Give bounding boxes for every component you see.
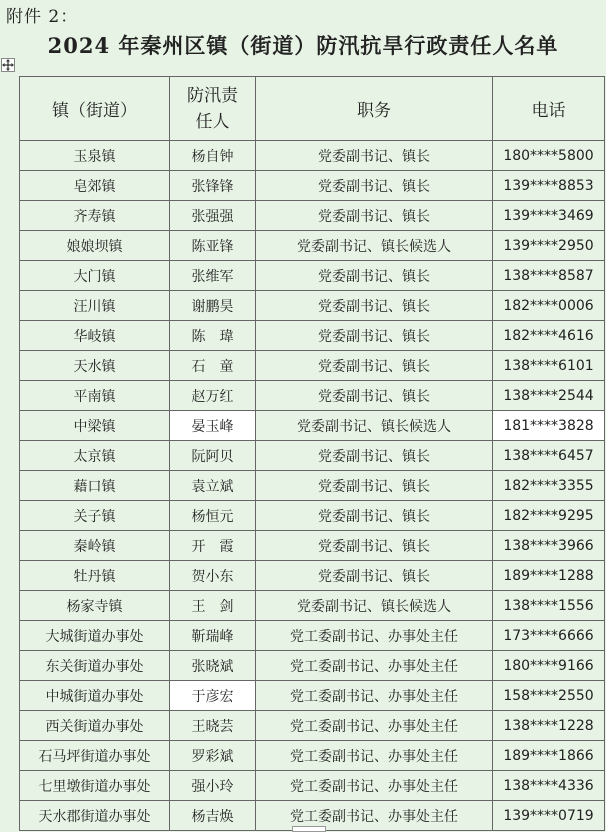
cell-town: 皂郊镇 [20, 171, 170, 201]
move-arrows-icon [2, 59, 14, 71]
table-row [20, 531, 605, 561]
cell-person: 王晓芸 [170, 711, 256, 741]
cell-person: 杨恒元 [170, 501, 256, 531]
table-row [20, 471, 605, 501]
cell-person: 于彦宏 [170, 681, 256, 711]
cell-phone: 139****0719 [493, 801, 605, 831]
cell-person: 张维军 [170, 261, 256, 291]
cell-person: 张晓斌 [170, 651, 256, 681]
header-town: 镇（街道） [20, 77, 170, 141]
cell-title: 党委副书记、镇长候选人 [256, 231, 493, 261]
cell-title: 党委副书记、镇长 [256, 261, 493, 291]
cell-phone: 182****4616 [493, 321, 605, 351]
cell-person: 陈亚锋 [170, 231, 256, 261]
cell-person: 杨吉焕 [170, 801, 256, 831]
cell-town: 大城街道办事处 [20, 621, 170, 651]
cell-person: 阮阿贝 [170, 441, 256, 471]
header-title: 职务 [256, 77, 493, 141]
table-header-row [20, 77, 605, 141]
table-row [20, 381, 605, 411]
table-row [20, 411, 605, 441]
cell-person: 靳瑞峰 [170, 621, 256, 651]
cell-town: 中梁镇 [20, 411, 170, 441]
table-row [20, 681, 605, 711]
table-row [20, 291, 605, 321]
responsibility-table [19, 76, 605, 831]
cell-town: 西关街道办事处 [20, 711, 170, 741]
cell-town: 齐寿镇 [20, 201, 170, 231]
cell-title: 党工委副书记、办事处主任 [256, 651, 493, 681]
cell-phone: 182****9295 [493, 501, 605, 531]
cell-phone: 139****2950 [493, 231, 605, 261]
cell-town: 太京镇 [20, 441, 170, 471]
cell-title: 党委副书记、镇长候选人 [256, 591, 493, 621]
cell-person: 杨自钟 [170, 141, 256, 171]
cell-person: 罗彩斌 [170, 741, 256, 771]
cell-town: 娘娘坝镇 [20, 231, 170, 261]
cell-phone: 182****3355 [493, 471, 605, 501]
table-row [20, 591, 605, 621]
cell-title: 党委副书记、镇长 [256, 501, 493, 531]
cell-title: 党委副书记、镇长 [256, 321, 493, 351]
table-row [20, 711, 605, 741]
cell-town: 华岐镇 [20, 321, 170, 351]
cell-phone: 138****2544 [493, 381, 605, 411]
cell-title: 党工委副书记、办事处主任 [256, 741, 493, 771]
cell-phone: 138****6101 [493, 351, 605, 381]
cell-town: 平南镇 [20, 381, 170, 411]
cell-title: 党工委副书记、办事处主任 [256, 771, 493, 801]
cell-title: 党委副书记、镇长 [256, 351, 493, 381]
cell-town: 牡丹镇 [20, 561, 170, 591]
cell-town: 天水郡街道办事处 [20, 801, 170, 831]
cell-title: 党工委副书记、办事处主任 [256, 711, 493, 741]
cell-town: 石马坪街道办事处 [20, 741, 170, 771]
cell-title: 党委副书记、镇长 [256, 201, 493, 231]
cell-town: 藉口镇 [20, 471, 170, 501]
attachment-label: 附件 2： [6, 7, 79, 27]
cell-title: 党委副书记、镇长 [256, 171, 493, 201]
cell-person: 强小玲 [170, 771, 256, 801]
table-row [20, 351, 605, 381]
cell-town: 七里墩街道办事处 [20, 771, 170, 801]
document-title: 2024 年秦州区镇（街道）防汛抗旱行政责任人名单 [47, 33, 559, 58]
cell-phone: 139****8853 [493, 171, 605, 201]
table-move-handle[interactable] [1, 58, 15, 72]
table-row [20, 201, 605, 231]
cell-title: 党委副书记、镇长候选人 [256, 411, 493, 441]
table-row [20, 561, 605, 591]
cell-town: 杨家寺镇 [20, 591, 170, 621]
cell-person: 谢鹏昊 [170, 291, 256, 321]
cell-person: 赵万红 [170, 381, 256, 411]
header-phone: 电话 [493, 77, 605, 141]
cell-phone: 138****1556 [493, 591, 605, 621]
cell-town: 秦岭镇 [20, 531, 170, 561]
cell-title: 党委副书记、镇长 [256, 291, 493, 321]
table-row [20, 501, 605, 531]
cell-person: 王 剑 [170, 591, 256, 621]
table-row [20, 651, 605, 681]
cell-phone: 189****1288 [493, 561, 605, 591]
cell-phone: 189****1866 [493, 741, 605, 771]
cell-phone: 180****9166 [493, 651, 605, 681]
cell-title: 党委副书记、镇长 [256, 531, 493, 561]
cell-phone: 139****3469 [493, 201, 605, 231]
cell-person: 张锋锋 [170, 171, 256, 201]
table-row [20, 231, 605, 261]
cell-person: 陈 瑋 [170, 321, 256, 351]
cell-title: 党委副书记、镇长 [256, 441, 493, 471]
table-row [20, 171, 605, 201]
cell-phone: 180****5800 [493, 141, 605, 171]
header-person: 防汛责任人 [170, 77, 256, 141]
cell-phone: 138****4336 [493, 771, 605, 801]
cell-person: 贺小东 [170, 561, 256, 591]
cell-person: 张强强 [170, 201, 256, 231]
cell-town: 天水镇 [20, 351, 170, 381]
table-row [20, 141, 605, 171]
cell-phone: 138****1228 [493, 711, 605, 741]
table-row [20, 261, 605, 291]
cell-person: 石 童 [170, 351, 256, 381]
cell-person: 晏玉峰 [170, 411, 256, 441]
cell-town: 大门镇 [20, 261, 170, 291]
cell-town: 汪川镇 [20, 291, 170, 321]
cell-title: 党委副书记、镇长 [256, 471, 493, 501]
cell-phone: 173****6666 [493, 621, 605, 651]
cell-phone: 182****0006 [493, 291, 605, 321]
table-row [20, 621, 605, 651]
scroll-indicator[interactable] [292, 826, 326, 832]
cell-town: 东关街道办事处 [20, 651, 170, 681]
cell-title: 党工委副书记、办事处主任 [256, 621, 493, 651]
cell-phone: 138****8587 [493, 261, 605, 291]
cell-title: 党工委副书记、办事处主任 [256, 801, 493, 831]
table-row [20, 441, 605, 471]
cell-town: 中城街道办事处 [20, 681, 170, 711]
cell-phone: 138****6457 [493, 441, 605, 471]
cell-phone: 138****3966 [493, 531, 605, 561]
table-row [20, 771, 605, 801]
cell-title: 党委副书记、镇长 [256, 381, 493, 411]
cell-title: 党委副书记、镇长 [256, 141, 493, 171]
table-row [20, 321, 605, 351]
cell-title: 党委副书记、镇长 [256, 561, 493, 591]
cell-town: 关子镇 [20, 501, 170, 531]
cell-person: 开 霞 [170, 531, 256, 561]
table-row [20, 741, 605, 771]
cell-town: 玉泉镇 [20, 141, 170, 171]
cell-title: 党工委副书记、办事处主任 [256, 681, 493, 711]
cell-phone: 158****2550 [493, 681, 605, 711]
cell-phone: 181****3828 [493, 411, 605, 441]
cell-person: 袁立斌 [170, 471, 256, 501]
